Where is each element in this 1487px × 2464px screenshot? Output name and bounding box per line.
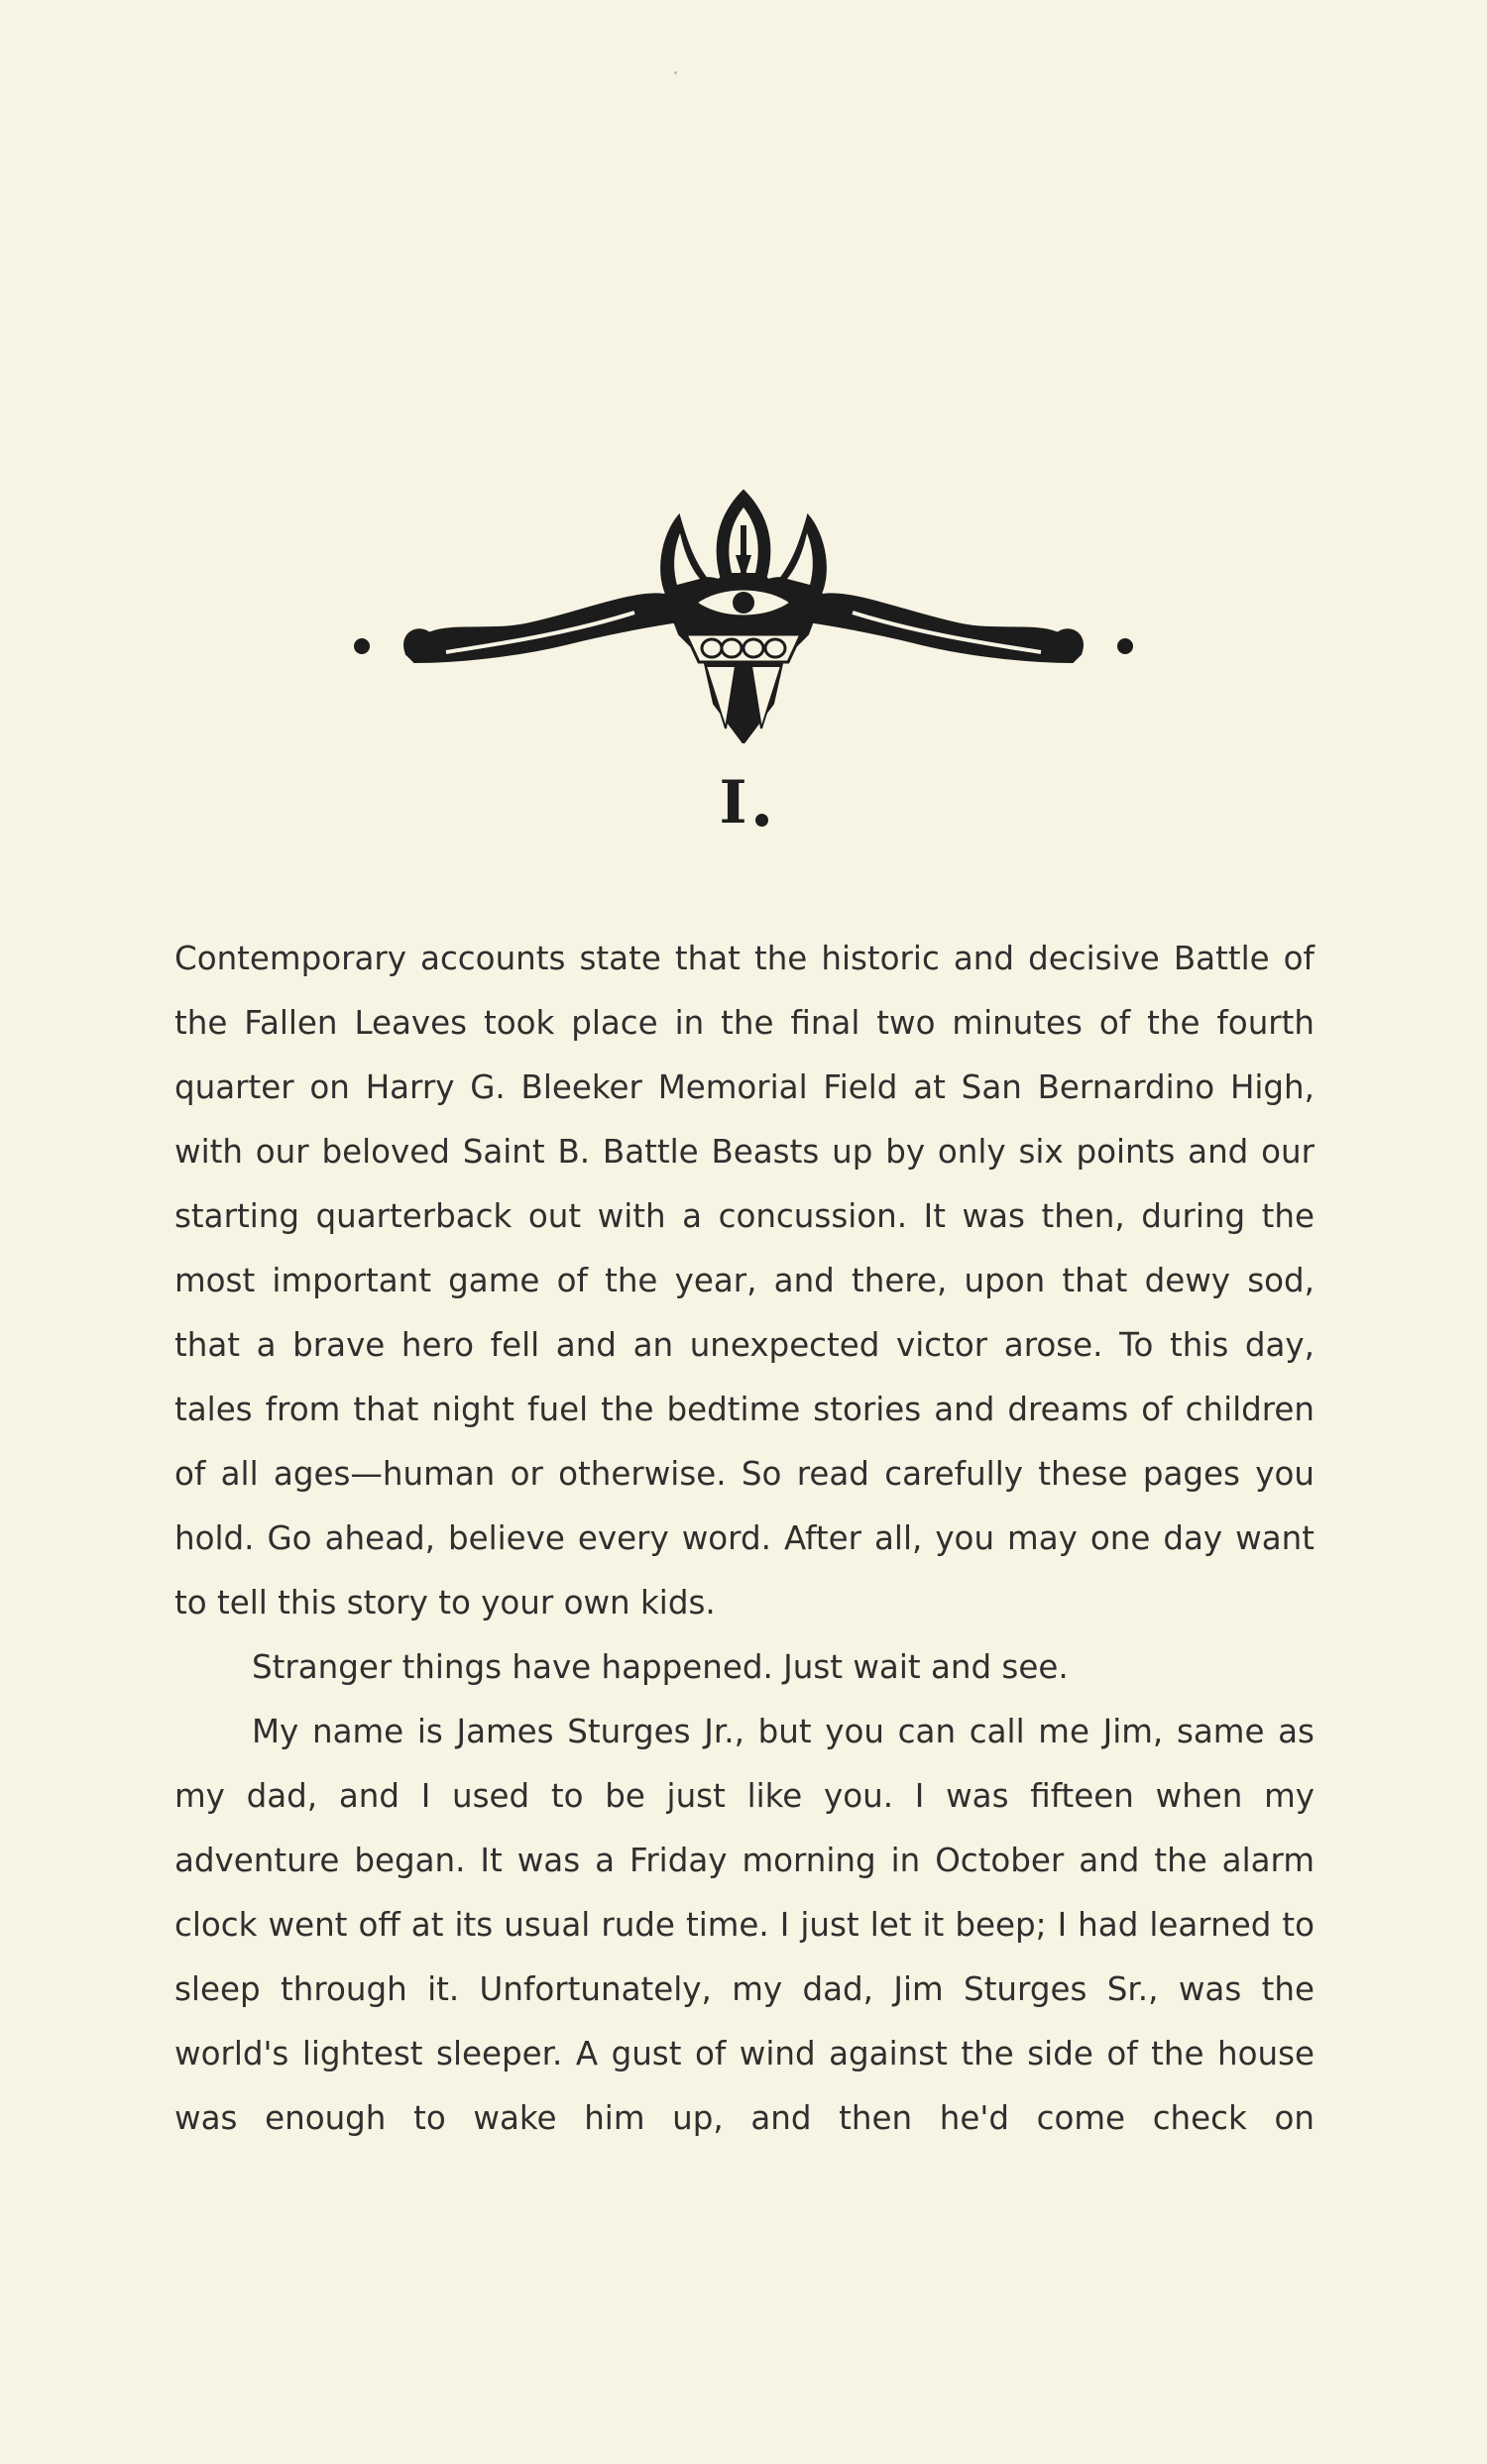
paragraph: Contemporary accounts state that the historic and decisive Battle of the Fallen Leaves took place in the final two minutes of the fourth quarter on Harry G. Bleeker Memorial Field at San Bernardino High, with our beloved Saint B. Battle Beasts up by only six points and our starting quarterback out with a concussion. It was then, during the most important game of the year, and there, upon that dewy sod, that a brave hero fell and an unexpected victor arose. To this day, tales from that night fuel the bedtime stories and dreams of children of all ages—human or otherwise. So read carefully these pages you hold. Go ahead, believe every word. After all, you may one day want to tell this story to your own kids. bbox=[174, 940, 1315, 1622]
chapter-number bbox=[0, 768, 1487, 838]
paragraph: Stranger things have happened. Just wait and see. bbox=[252, 1648, 1069, 1686]
page-speck bbox=[674, 71, 677, 74]
chapter-number-dot bbox=[755, 814, 768, 827]
chapter-body bbox=[174, 927, 1315, 2151]
chapter-ornament bbox=[337, 486, 1150, 743]
paragraph: My name is James Sturges Jr., but you can call me Jim, same as my dad, and I used to be just like you. I was fifteen when my adventure began. It was a Friday morning in October and the alarm clock went off at its usual rude time. I just let it beep; I had learned to sleep through it. Unfortunately, my dad, Jim Sturges Sr., was the world's lightest sleeper. A gust of wind against the side of the house was enough to wake him up, and then he'd come check on bbox=[174, 1713, 1315, 2137]
chapter-number-text: I bbox=[719, 768, 749, 838]
